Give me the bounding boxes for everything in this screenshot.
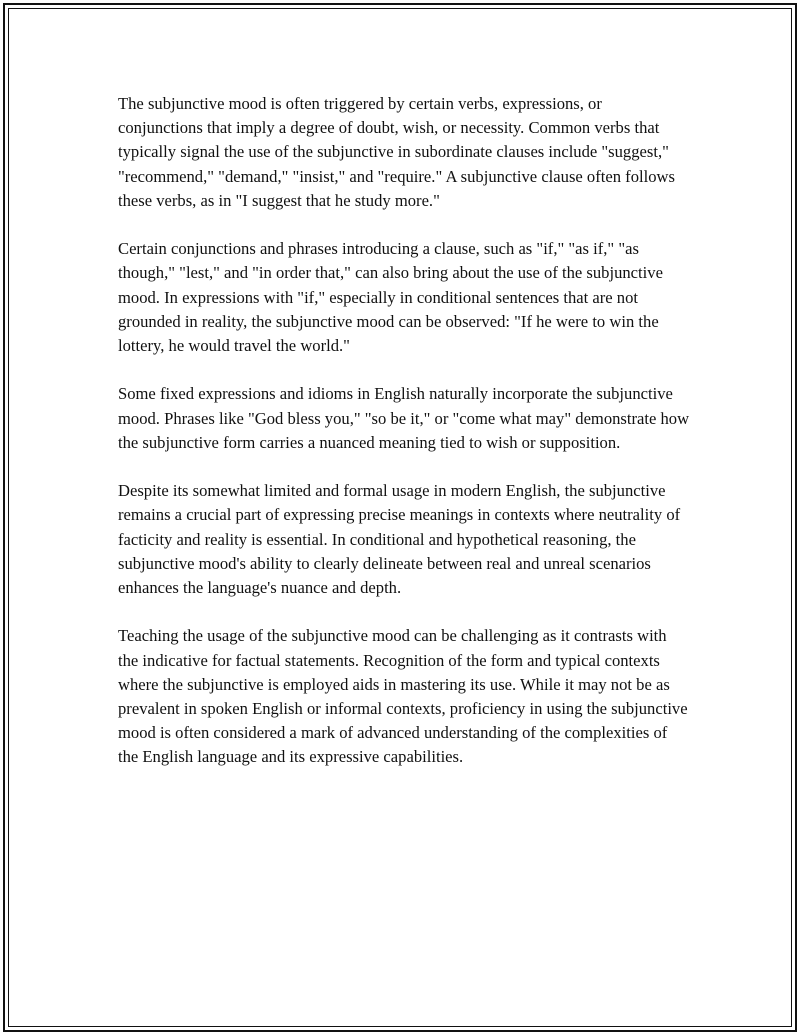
paragraph-3: Some fixed expressions and idioms in English naturally incorporate the subjunctive mood. Phrases like "God bless you," "so be it," or "come what may" demonstrate how the subjunctive form carries a nuanced meaning tied to wish or supposition. xyxy=(118,384,690,452)
document-body xyxy=(118,92,690,794)
paragraph-2: Certain conjunctions and phrases introducing a clause, such as "if," "as if," "as though," "lest," and "in order that," can also bring about the use of the subjunctive mood. In expressions with "if," especially in conditional sentences that are not grounded in reality, the subjunctive mood can be observed: "If he were to win the lottery, he would travel the world." xyxy=(118,239,663,356)
paragraph-5: Teaching the usage of the subjunctive mood can be challenging as it contrasts with the indicative for factual statements. Recognition of the form and typical contexts where the subjunctive is employed aids in mastering its use. While it may not be as prevalent in spoken English or informal contexts, proficiency in using the subjunctive mood is often considered a mark of advanced understanding of the complexities of the English language and its expressive capabilities. xyxy=(118,626,688,767)
paragraph-1: The subjunctive mood is often triggered by certain verbs, expressions, or conjunctions that imply a degree of doubt, wish, or necessity. Common verbs that typically signal the use of the subjunctive in subordinate clauses include "suggest," "recommend," "demand," "insist," and "require." A subjunctive clause often follows these verbs, as in "I suggest that he study more." xyxy=(118,94,675,210)
paragraph-4: Despite its somewhat limited and formal usage in modern English, the subjunctive remains a crucial part of expressing precise meanings in contexts where neutrality of facticity and reality is essential. In conditional and hypothetical reasoning, the subjunctive mood's ability to clearly delineate between real and unreal scenarios enhances the language's nuance and depth. xyxy=(118,481,681,598)
